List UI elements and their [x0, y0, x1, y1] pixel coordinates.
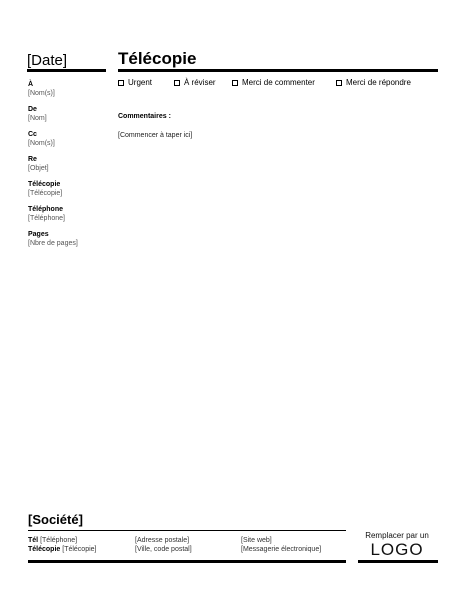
logo-line-2: LOGO [370, 540, 424, 559]
checkbox-review-label: À réviser [184, 78, 216, 87]
footer-tel-label: Tél [28, 537, 39, 544]
field-to [28, 80, 108, 98]
field-from [28, 105, 108, 123]
field-to-value[interactable]: [Nom(s)] [28, 90, 55, 97]
footer-address-line[interactable]: [Adresse postale] [135, 537, 190, 544]
field-phone [28, 205, 108, 223]
field-pages-label: Pages [28, 231, 49, 238]
field-phone-value[interactable]: [Téléphone] [28, 215, 65, 222]
checkbox-comment[interactable] [232, 78, 315, 88]
footer-tel-value[interactable]: [Téléphone] [40, 537, 78, 544]
field-from-value[interactable]: [Nom] [28, 115, 47, 122]
footer-city-line[interactable]: [Ville, code postal] [135, 546, 192, 553]
title-underline [118, 69, 438, 72]
logo-bottom-rule [358, 560, 438, 563]
checkbox-icon[interactable] [174, 80, 180, 86]
footer-address [135, 536, 192, 554]
footer-contact [28, 536, 97, 554]
field-fax-label: Télécopie [28, 181, 61, 188]
checkbox-reply-label: Merci de répondre [346, 78, 411, 87]
checkbox-comment-label: Merci de commenter [242, 78, 315, 87]
footer-website[interactable]: [Site web] [241, 537, 272, 544]
field-fax [28, 180, 108, 198]
field-re-value[interactable]: [Objet] [28, 165, 49, 172]
checkbox-reply[interactable] [336, 78, 411, 88]
checkbox-review[interactable] [174, 78, 216, 88]
field-pages-value[interactable]: [Nbre de pages] [28, 240, 78, 247]
logo-line-1: Remplacer par un [365, 531, 429, 540]
field-pages [28, 230, 108, 248]
checkbox-icon[interactable] [118, 80, 124, 86]
footer-bottom-rule [28, 560, 346, 563]
comments-label: Commentaires : [118, 113, 171, 120]
checkbox-icon[interactable] [232, 80, 238, 86]
checkbox-urgent-label: Urgent [128, 78, 153, 87]
footer-fax-line [28, 545, 97, 554]
page-title: Télécopie [118, 49, 197, 68]
logo-placeholder[interactable] [356, 531, 438, 559]
company-name[interactable]: [Société] [28, 512, 83, 527]
field-re [28, 155, 108, 173]
field-cc [28, 130, 108, 148]
footer-fax-label: Télécopie [28, 546, 61, 553]
field-cc-value[interactable]: [Nom(s)] [28, 140, 55, 147]
field-from-label: De [28, 106, 37, 113]
comments-body[interactable]: [Commencer à taper ici] [118, 132, 193, 139]
footer-divider [28, 530, 346, 531]
field-to-label: À [28, 81, 34, 88]
footer-fax-value[interactable]: [Télécopie] [62, 546, 97, 553]
date-field[interactable]: [Date] [27, 52, 68, 69]
field-re-label: Re [28, 156, 37, 163]
footer-tel-line [28, 536, 97, 545]
field-phone-label: Téléphone [28, 206, 64, 213]
checkbox-icon[interactable] [336, 80, 342, 86]
date-underline [27, 69, 106, 72]
footer-web [241, 536, 321, 554]
checkbox-urgent[interactable] [118, 78, 152, 88]
field-fax-value[interactable]: [Télécopie] [28, 190, 63, 197]
field-cc-label: Cc [28, 131, 37, 138]
footer-email[interactable]: [Messagerie électronique] [241, 546, 322, 553]
